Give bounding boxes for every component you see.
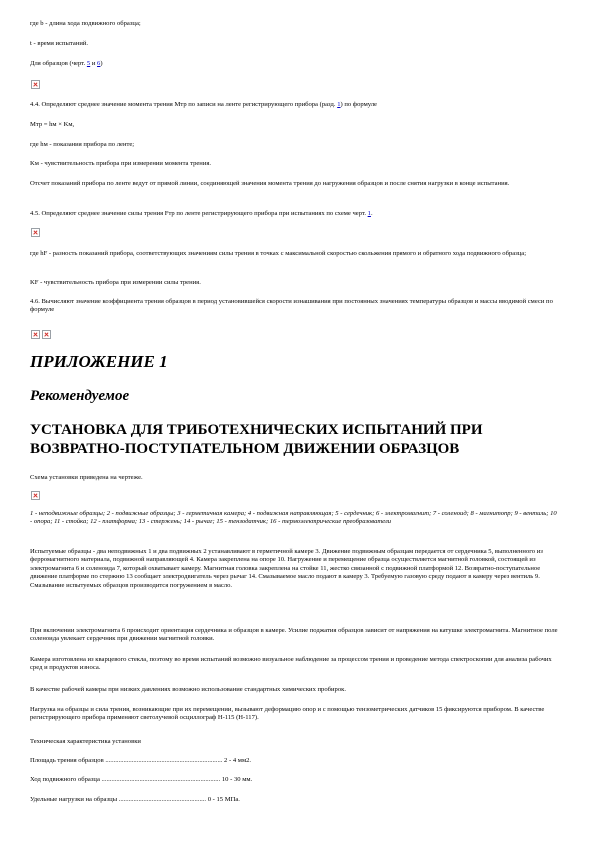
samples-ref-text: Для образцов (черт. [30,60,86,67]
broken-image-icon [31,491,40,500]
spec-stroke: Ход подвижного образца ........................................................................ 10 - 30 мм. [30,776,253,783]
paragraph-scheme-ref: Схема установки приведена на чертеже. [30,474,143,481]
broken-image-icon [42,330,51,339]
paragraph-4-5-text: 4.5. Определяют среднее значение силы трения Fтр по ленте регистрирующего прибора при испытаниях по схеме черт. [30,210,366,217]
paragraph-description: Испытуемые образцы - два неподвижных 1 и два подвижных 2 устанавливают в герметичной камере 3. Движение подвижным образцам передается от сердечника 5, выполненного из ферромагнитного материала, подвижной направляющей 4. Камера закреплена на опоре 10. Нагружение и перемещение образца осуществляется магнитной головкой, состоящей из электромагнита 6 и соленоида 7, который охватывает камеру. Магнитная головка закреплена на стойке 11, жестко связанной с подвижной платформой 12. Возвратно-поступательное движение платформе по стержню 13 сообщает электродвигатель через рычаг 14. Смазываемое масло подают в камеру 3. Требуемую газовую среду подают в камеру через вентиль 9. Смазывание испытуемых образцов производится погружением в масло. [30,548,543,589]
paragraph-hm-definition: где hм - показания прибора по ленте; [30,141,135,148]
paragraph-b-definition: где b - длина хода подвижного образца; [30,20,141,27]
legend-parts-list: 1 - неподвижные образцы; 2 - подвижные образцы; 3 - герметичная камера; 4 - подвижная направляющая; 5 - сердечник; 6 - электромагнит; 7 - соленоид; 8 - магнитопр; 9 - вентиль; 10 - опора; 11 - стойка; 12 - платформа; 13 - стержень; 14 - рычаг; 15 - тензодатчик; 16 - термоэлектрические преобразователи [30,510,557,526]
paragraph-samples-ref [30,60,560,68]
paragraph-4-4-text: 4.4. Определяют среднее значение момента трения Mтр по записи на ленте регистрирующего прибора (разд. [30,101,336,108]
paragraph-reading-note: Отсчет показаний прибора по ленте ведут от прямой линии, соединяющей значения момента трения до нагружения образцов и после снятия нагрузки в конце испытания. [30,180,510,187]
link-drawing-6[interactable]: 6 [97,60,101,67]
paragraph-t-definition: t - время испытаний. [30,40,89,47]
paragraph-electromagnet: При включении электромагнита 6 происходит ориентация сердечника и образцов в камере. Усилие поджатия образцов зависит от напряжения на катушке электромагнита. Магнитное поле соленоида увлекает сердечник при движении магнитной головки. [30,627,558,643]
paragraph-km-definition: Kм - чувствительность прибора при измерении момента трения. [30,160,212,167]
recommended-heading: Рекомендуемое [30,388,130,404]
formula-mtr: Mтр = hм × Kм, [30,121,75,128]
link-drawing-5[interactable]: 5 [86,60,91,67]
paragraph-4-4 [30,101,560,109]
paragraph-load-sensors: Нагрузка на образцы и сила трения, возникающие при их перемещении, вызывают деформацию опор и с помощью тензометрических датчиков 15 фиксируются прибором. В качестве регистрирующего прибора применяют светолучевой осциллограф Н-115 (Н-117). [30,706,545,722]
samples-ref-and: и [91,60,96,67]
broken-image-icon [31,330,40,339]
paragraph-4-4-end: ) по формуле [340,101,377,108]
paragraph-4-5-end: . [370,210,373,217]
tech-spec-heading: Техническая характеристика установки [30,738,141,745]
spec-friction-area: Площадь трения образцов ....................................................................... 2 - 4 мм2. [30,757,252,764]
paragraph-test-tubes: В качестве рабочей камеры при низких давлениях возможно использование стандартных химических пробирок. [30,686,346,693]
spec-specific-load: Удельные нагрузки на образцы ..................................................... 0 - 15 МПа. [30,796,240,803]
broken-image-icon [31,80,40,89]
paragraph-kf-definition: KF - чувствительность прибора при измерении силы трения. [30,279,201,286]
installation-title: УСТАНОВКА ДЛЯ ТРИБОТЕХНИЧЕСКИХ ИСПЫТАНИЙ ПРИ ВОЗВРАТНО-ПОСТУПАТЕЛЬНОМ ДВИЖЕНИИ ОБРАЗЦОВ [30,422,483,457]
paragraph-4-5 [30,210,560,218]
paragraph-quartz-chamber: Камера изготовлена из кварцевого стекла, поэтому во время испытаний возможно визуальное наблюдение за процессом трения и проведение метода спектроскопии для анализа рабочих сред и продуктов износа. [30,656,552,672]
link-section-1[interactable]: 1 [337,101,341,108]
appendix-heading: ПРИЛОЖЕНИЕ 1 [30,352,168,371]
samples-ref-end: ) [100,60,103,67]
paragraph-4-6: 4.6. Вычисляют значение коэффициента трения образцов в период установившейся скорости изнашивания при постоянных значениях температуры образцов и массы вводимой смеси по формуле [30,298,553,314]
paragraph-hf-definition: где hF - разность показаний прибора, соответствующих значениям силы трения в точках с максимальной скоростью скольжения прямого и обратного хода подвижного образца; [30,250,527,257]
link-drawing-1[interactable]: 1 [367,210,371,217]
broken-image-icon [31,228,40,237]
